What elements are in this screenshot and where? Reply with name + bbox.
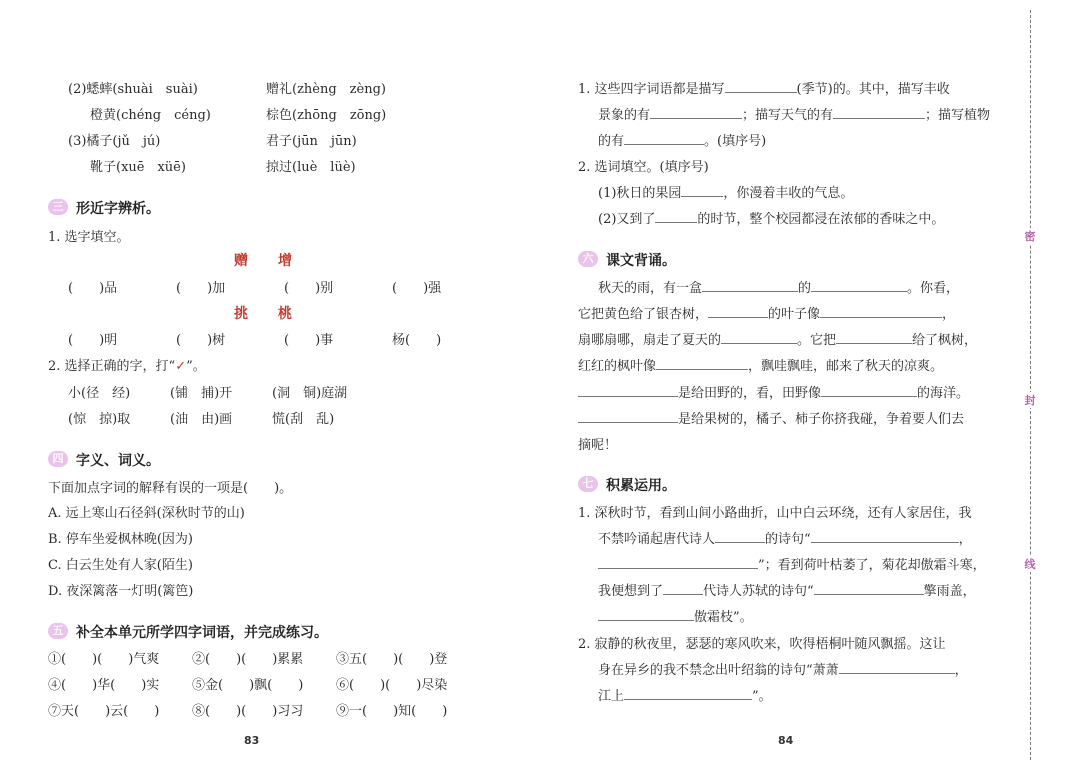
apply-p2-line2: 身在异乡的我不禁念出叶绍翁的诗句“萧萧 ， — [598, 659, 968, 678]
apply-p2-line1: 2. 寂静的秋夜里，瑟瑟的寒风吹来，吹得梧桐叶随风飘摇。这让 — [578, 637, 946, 652]
choice-item[interactable]: (惊 掠)取 — [68, 412, 131, 427]
page-number-left: 83 — [244, 734, 260, 747]
pinyin-row-2b: 棕色(zhōng zōng) — [266, 108, 387, 123]
recite-line-7: 摘呢！ — [578, 438, 618, 453]
check-mark-icon: ✓ — [175, 359, 187, 374]
option-c[interactable]: C. 白云生处有人家(陌生) — [48, 558, 193, 573]
section-badge-3: 三 — [48, 199, 68, 215]
choice-item[interactable]: (洞 铜)庭湖 — [272, 386, 348, 401]
question-4: 下面加点字词的解释有误的一项是( )。 — [48, 481, 293, 496]
choice-item[interactable]: (油 由)画 — [170, 412, 233, 427]
answer-blank[interactable] — [721, 330, 797, 344]
char-pair-1a: 赠 — [234, 253, 248, 269]
section-title-3: 形近字辨析。 — [76, 201, 160, 217]
char-pair-1b: 增 — [278, 253, 292, 269]
fill-blank[interactable]: ( )树 — [176, 333, 226, 348]
r-q2-a: (1)秋日的果园 ，你漫着丰收的气息。 — [598, 182, 853, 201]
recite-line-5: 是给田野的，看，田野像 的海洋。 — [578, 382, 969, 401]
answer-blank[interactable] — [702, 278, 798, 292]
idiom-blank[interactable]: ③五( )( )登 — [336, 652, 448, 667]
question-3-1: 1. 选字填空。 — [48, 230, 130, 245]
answer-blank[interactable] — [655, 209, 697, 223]
idiom-blank[interactable]: ⑧( )( )习习 — [192, 704, 304, 719]
pinyin-row-3b: 君子(jūn jūn) — [266, 134, 357, 149]
section-title-6: 课文背诵。 — [606, 253, 676, 269]
answer-blank[interactable] — [598, 607, 694, 621]
answer-blank[interactable] — [708, 304, 768, 318]
recite-line-4: 红红的枫叶像 ，飘哇飘哇，邮来了秋天的凉爽。 — [578, 355, 943, 374]
answer-blank[interactable] — [624, 686, 752, 700]
r-q2-title: 2. 选词填空。(填序号) — [578, 160, 709, 175]
choice-item[interactable]: (铺 捕)开 — [170, 386, 233, 401]
recite-line-2: 它把黄色给了银杏树， 的叶子像 ， — [578, 303, 955, 322]
choice-item[interactable]: 小(径 经) — [68, 386, 131, 401]
option-b[interactable]: B. 停车坐爱枫林晚(因为) — [48, 532, 193, 547]
apply-p1-line1: 1. 深秋时节，看到山间小路曲折，山中白云环绕，还有人家居住，我 — [578, 506, 972, 521]
answer-blank[interactable] — [650, 105, 742, 119]
fill-blank[interactable]: 杨( ) — [392, 333, 442, 348]
section-badge-6: 六 — [578, 251, 598, 267]
question-3-2: 2. 选择正确的字，打“✓”。 — [48, 359, 206, 374]
apply-p1-line3: ”；看到荷叶枯萎了，菊花却傲霜斗寒， — [598, 554, 986, 573]
section-title-7: 积累运用。 — [606, 478, 676, 494]
r-q1-line3: 的有 。(填序号) — [598, 130, 766, 149]
pinyin-row-1b: 赠礼(zhèng zèng) — [266, 82, 386, 97]
answer-blank[interactable] — [814, 581, 924, 595]
fill-blank[interactable]: ( )事 — [284, 333, 334, 348]
r-q1-line2: 景象的有 ；描写天气的有 ；描写植物 — [598, 104, 990, 123]
r-q2-b: (2)又到了 的时节，整个校园都浸在浓郁的香味之中。 — [598, 208, 944, 227]
answer-blank[interactable] — [624, 131, 704, 145]
idiom-blank[interactable]: ⑤金( )飘( ) — [192, 678, 304, 693]
answer-blank[interactable] — [725, 79, 797, 93]
answer-blank[interactable] — [820, 304, 942, 318]
idiom-blank[interactable]: ⑨一( )知( ) — [336, 704, 448, 719]
section-badge-5: 五 — [48, 623, 68, 639]
idiom-blank[interactable]: ①( )( )气爽 — [48, 652, 160, 667]
seal-label-feng: 封 — [1022, 392, 1038, 408]
fill-blank[interactable]: ( )加 — [176, 281, 226, 296]
pinyin-row-3a: (3)橘子(jǔ jú) — [68, 134, 161, 149]
page-number-right: 84 — [778, 734, 794, 747]
idiom-blank[interactable]: ⑦天( )云( ) — [48, 704, 160, 719]
answer-blank[interactable] — [578, 409, 678, 423]
option-d[interactable]: D. 夜深篱落一灯明(篱笆) — [48, 584, 194, 599]
idiom-blank[interactable]: ⑥( )( )尽染 — [336, 678, 448, 693]
pinyin-row-4a: 靴子(xuē xüē) — [90, 160, 186, 175]
pinyin-row-4b: 掠过(luè lüè) — [266, 160, 356, 175]
answer-blank[interactable] — [811, 529, 959, 543]
apply-p1-line5: 傲霜枝”。 — [598, 606, 753, 625]
fill-blank[interactable]: ( )品 — [68, 281, 118, 296]
apply-p1-line4: 我便想到了 代诗人苏轼的诗句“ 擎雨盖， — [598, 580, 976, 599]
answer-blank[interactable] — [656, 356, 748, 370]
section-title-4: 字义、词义。 — [76, 453, 160, 469]
answer-blank[interactable] — [836, 330, 912, 344]
seal-label-xian: 线 — [1022, 556, 1038, 572]
idiom-blank[interactable]: ②( )( )累累 — [192, 652, 304, 667]
seal-label-mi: 密 — [1022, 228, 1038, 244]
section-title-5: 补全本单元所学四字词语，并完成练习。 — [76, 625, 328, 641]
apply-p1-line2: 不禁吟诵起唐代诗人 的诗句“ ， — [598, 528, 972, 547]
section-badge-7: 七 — [578, 476, 598, 492]
answer-blank[interactable] — [598, 555, 758, 569]
answer-blank[interactable] — [839, 660, 955, 674]
section-badge-4: 四 — [48, 451, 68, 467]
fill-blank[interactable]: ( )别 — [284, 281, 334, 296]
recite-line-1: 秋天的雨，有一盒 的 。你看， — [598, 277, 959, 296]
char-pair-2a: 挑 — [234, 306, 248, 322]
idiom-blank[interactable]: ④( )华( )实 — [48, 678, 160, 693]
answer-blank[interactable] — [821, 383, 917, 397]
r-q1-line1: 1. 这些四字词语都是描写 (季节)的。其中，描写丰收 — [578, 78, 950, 97]
char-pair-2b: 桃 — [278, 306, 292, 322]
answer-blank[interactable] — [811, 278, 907, 292]
choice-item[interactable]: 慌(刮 乱) — [272, 412, 335, 427]
fill-blank[interactable]: ( )明 — [68, 333, 118, 348]
answer-blank[interactable] — [663, 581, 703, 595]
answer-blank[interactable] — [681, 183, 723, 197]
answer-blank[interactable] — [578, 383, 678, 397]
fill-blank[interactable]: ( )强 — [392, 281, 442, 296]
option-a[interactable]: A. 远上寒山石径斜(深秋时节的山) — [48, 506, 245, 521]
recite-line-6: 是给果树的，橘子、柿子你挤我碰，争着要人们去 — [578, 408, 964, 427]
recite-line-3: 扇哪扇哪，扇走了夏天的 。它把 给了枫树， — [578, 329, 977, 348]
pinyin-row-2a: 橙黄(chéng céng) — [90, 108, 211, 123]
apply-p2-line3: 江上 ”。 — [598, 685, 772, 704]
pinyin-row-1a: (2)蟋蟀(shuài suài) — [68, 82, 198, 97]
seal-dashed-line — [1030, 10, 1031, 760]
answer-blank[interactable] — [715, 529, 765, 543]
answer-blank[interactable] — [833, 105, 925, 119]
